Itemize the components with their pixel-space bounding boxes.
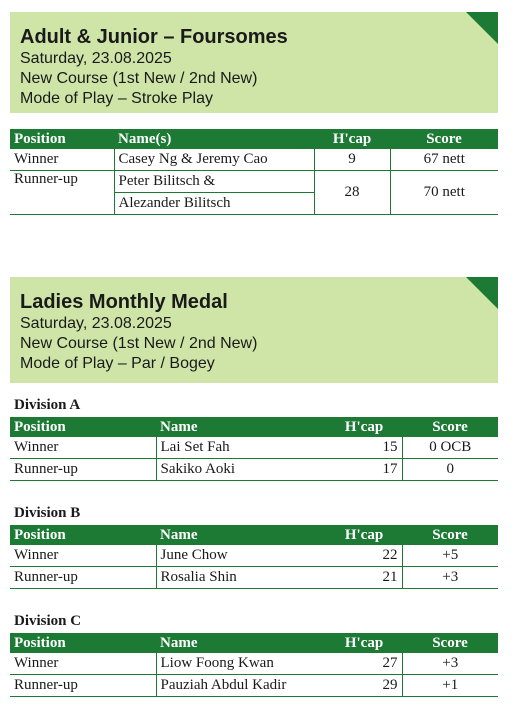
score-cell: +1 — [402, 675, 498, 697]
table-row — [10, 171, 498, 193]
event-mode: Mode of Play – Par / Bogey — [20, 355, 215, 372]
position-cell: Runner-up — [10, 171, 114, 215]
header-hcap: H'cap — [326, 633, 402, 653]
header-names: Name(s) — [114, 129, 314, 149]
corner-triangle-decoration — [466, 12, 498, 44]
table-row — [10, 437, 498, 459]
header-name: Name — [156, 633, 326, 653]
name-cell: Sakiko Aoki — [156, 459, 326, 481]
score-cell: 0 — [402, 459, 498, 481]
hcap-cell: 15 — [326, 437, 402, 459]
table-row — [10, 675, 498, 697]
header-score: Score — [402, 633, 498, 653]
score-cell: 0 OCB — [402, 437, 498, 459]
header-position: Position — [10, 633, 156, 653]
division-c-label: Division C — [14, 613, 82, 629]
score-cell: +5 — [402, 545, 498, 567]
hcap-cell: 22 — [326, 545, 402, 567]
name-cell: Lai Set Fah — [156, 437, 326, 459]
header-hcap: H'cap — [326, 525, 402, 545]
corner-triangle-decoration — [466, 277, 498, 309]
table-row — [10, 149, 498, 171]
position-cell: Winner — [10, 437, 156, 459]
position-cell: Winner — [10, 653, 156, 675]
score-cell: +3 — [402, 653, 498, 675]
event-title: Adult & Junior – Foursomes — [20, 26, 288, 48]
position-cell: Winner — [10, 149, 114, 171]
header-position: Position — [10, 129, 114, 149]
position-cell: Runner-up — [10, 567, 156, 589]
score-cell: 70 nett — [390, 171, 498, 215]
event-date: Saturday, 23.08.2025 — [20, 50, 172, 67]
event-course: New Course (1st New / 2nd New) — [20, 335, 258, 352]
header-hcap: H'cap — [314, 129, 390, 149]
table-header-row — [10, 417, 498, 437]
event-title: Ladies Monthly Medal — [20, 291, 228, 313]
results-table-division-a — [10, 417, 498, 481]
hcap-cell: 9 — [314, 149, 390, 171]
event-date: Saturday, 23.08.2025 — [20, 315, 172, 332]
names-cell: Casey Ng & Jeremy Cao — [114, 149, 314, 171]
name-cell: Liow Foong Kwan — [156, 653, 326, 675]
header-score: Score — [390, 129, 498, 149]
names-cell-line1: Peter Bilitsch & — [114, 171, 314, 193]
header-hcap: H'cap — [326, 417, 402, 437]
name-cell: June Chow — [156, 545, 326, 567]
header-score: Score — [402, 525, 498, 545]
table-row — [10, 653, 498, 675]
table-row — [10, 567, 498, 589]
score-cell: 67 nett — [390, 149, 498, 171]
header-score: Score — [402, 417, 498, 437]
score-cell: +3 — [402, 567, 498, 589]
division-a-label: Division A — [14, 397, 81, 413]
position-cell: Runner-up — [10, 459, 156, 481]
position-cell: Runner-up — [10, 675, 156, 697]
table-header-row — [10, 525, 498, 545]
header-position: Position — [10, 525, 156, 545]
table-row — [10, 545, 498, 567]
event-header-ladies-medal — [10, 277, 498, 383]
header-name: Name — [156, 417, 326, 437]
results-table-foursomes — [10, 129, 498, 215]
hcap-cell: 17 — [326, 459, 402, 481]
table-header-row — [10, 633, 498, 653]
results-table-division-c — [10, 633, 498, 697]
hcap-cell: 27 — [326, 653, 402, 675]
event-header-foursomes — [10, 12, 498, 113]
event-mode: Mode of Play – Stroke Play — [20, 90, 213, 107]
position-cell: Winner — [10, 545, 156, 567]
name-cell: Pauziah Abdul Kadir — [156, 675, 326, 697]
hcap-cell: 28 — [314, 171, 390, 215]
hcap-cell: 29 — [326, 675, 402, 697]
hcap-cell: 21 — [326, 567, 402, 589]
table-row — [10, 459, 498, 481]
table-header-row — [10, 129, 498, 149]
header-name: Name — [156, 525, 326, 545]
division-b-label: Division B — [14, 505, 81, 521]
name-cell: Rosalia Shin — [156, 567, 326, 589]
results-table-division-b — [10, 525, 498, 589]
event-course: New Course (1st New / 2nd New) — [20, 70, 258, 87]
header-position: Position — [10, 417, 156, 437]
names-cell-line2: Alezander Bilitsch — [114, 193, 314, 215]
